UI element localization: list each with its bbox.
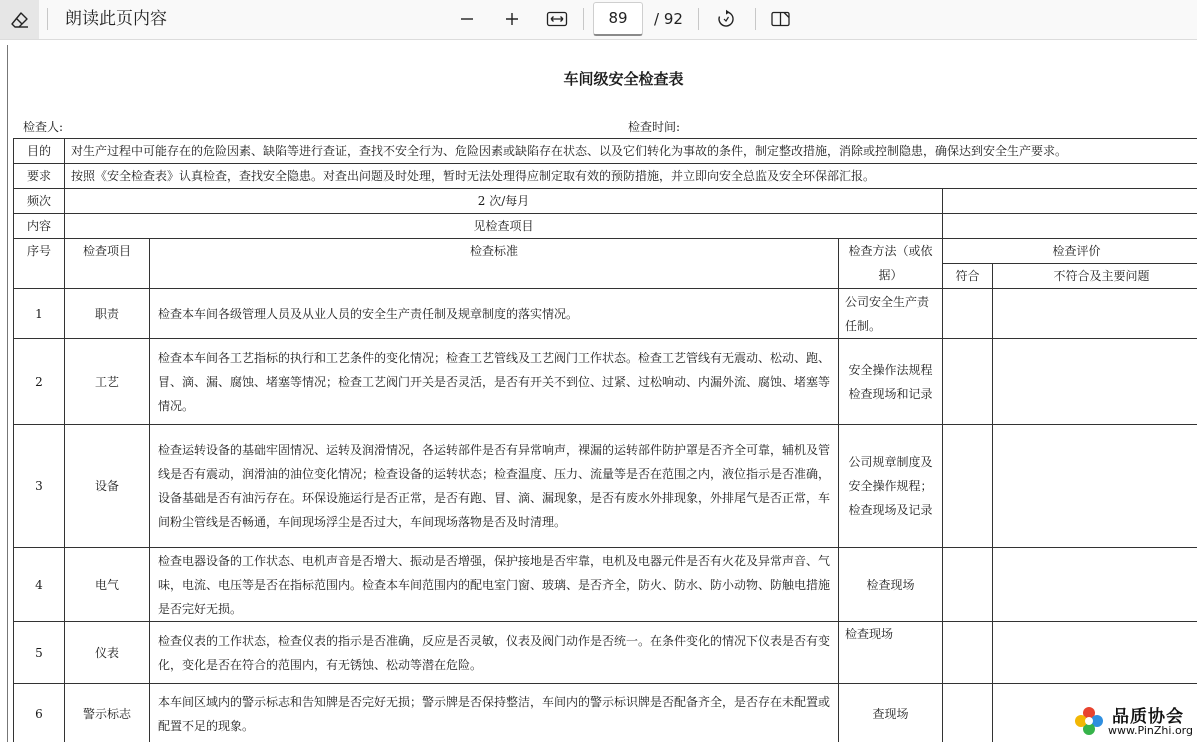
two-page-icon [770, 10, 792, 28]
row-conform-cell [943, 548, 993, 622]
header-conform: 符合 [943, 264, 993, 289]
page-total: / 92 [654, 10, 683, 28]
row-seq: 1 [14, 289, 65, 339]
row-seq: 5 [14, 622, 65, 684]
table-row [14, 622, 1197, 684]
fit-width-icon [546, 10, 568, 28]
row-standard: 本车间区域内的警示标志和告知牌是否完好无损；警示牌是否保持整洁，车间内的警示标识牌是否配备齐全，是否存在未配置或配置不足的现象。 [150, 684, 839, 742]
header-item: 检查项目 [65, 239, 150, 289]
row-method: 检查现场 [839, 548, 943, 622]
header-method-line2: 据） [878, 268, 903, 282]
purpose-label: 目的 [14, 139, 65, 164]
flower-logo-icon [1072, 704, 1106, 738]
document-title: 车间级安全检查表 [563, 70, 684, 88]
row-issue-cell [993, 548, 1197, 622]
row-item: 职责 [65, 289, 150, 339]
frequency-text: 2 次/每月 [65, 189, 943, 214]
frequency-label: 频次 [14, 189, 65, 214]
header-method [839, 239, 943, 289]
requirement-text: 按照《安全检查表》认真检查，查找安全隐患。对查出问题及时处理，暂时无法处理得应制定取有效的预防措施，并立即向安全总监及安全环保部汇报。 [65, 164, 1197, 189]
table-row [14, 339, 1197, 425]
toolbar-divider [698, 8, 699, 30]
zoom-in-button[interactable] [497, 5, 527, 33]
inspector-label: 检查人: [23, 120, 64, 134]
safety-checklist-table [13, 138, 1197, 742]
page-number-input[interactable]: 89 [593, 2, 643, 36]
row-seq: 6 [14, 684, 65, 742]
header-row [14, 239, 1197, 264]
row-item: 工艺 [65, 339, 150, 425]
fit-width-button[interactable] [542, 5, 572, 33]
header-method-line1: 检查方法（或依 [848, 244, 933, 258]
row-item: 设备 [65, 425, 150, 548]
eraser-icon [10, 10, 30, 30]
row-method: 公司安全生产责任制。 [839, 289, 943, 339]
row-method: 查现场 [839, 684, 943, 742]
row-conform-cell [943, 339, 993, 425]
row-standard: 检查电器设备的工作状态、电机声音是否增大、振动是否增强，保护接地是否牢靠，电机及电器元件是否有火花及异常声音、气味，电流、电压等是否在指标范围内。检查本车间范围内的配电室门窗、玻璃、是否齐全，防火、防水、防小动物、防触电措施是否完好无损。 [150, 548, 839, 622]
zoom-in-icon [504, 11, 520, 27]
requirement-row [14, 164, 1197, 189]
eraser-button[interactable] [0, 0, 39, 39]
toolbar-divider [755, 8, 756, 30]
row-item: 警示标志 [65, 684, 150, 742]
watermark-name: 品质协会 [1112, 707, 1184, 727]
read-aloud-button[interactable]: 朗读此页内容 [65, 9, 167, 29]
row-issue-cell [993, 339, 1197, 425]
header-evaluation: 检查评价 [943, 239, 1197, 264]
row-seq: 2 [14, 339, 65, 425]
two-page-view-button[interactable] [766, 5, 796, 33]
rotate-icon [716, 9, 736, 29]
row-issue-cell [993, 622, 1197, 684]
table-row [14, 548, 1197, 622]
content-row [14, 214, 1197, 239]
row-conform-cell [943, 289, 993, 339]
row-seq: 3 [14, 425, 65, 548]
content-label: 内容 [14, 214, 65, 239]
table-row [14, 684, 1197, 742]
row-conform-cell [943, 425, 993, 548]
watermark-url: www.PinZhi.org [1108, 724, 1193, 737]
purpose-text: 对生产过程中可能存在的危险因素、缺陷等进行查证，查找不安全行为、危险因素或缺陷存在状态、以及它们转化为事故的条件，制定整改措施，消除或控制隐患，确保达到安全生产要求。 [65, 139, 1197, 164]
requirement-label: 要求 [14, 164, 65, 189]
row-method: 检查现场 [839, 622, 943, 684]
table-row [14, 289, 1197, 339]
row-item: 仪表 [65, 622, 150, 684]
watermark-logo [1070, 700, 1197, 742]
row-issue-cell [993, 289, 1197, 339]
rotate-button[interactable] [711, 5, 741, 33]
toolbar-divider [47, 8, 48, 30]
row-standard: 检查本车间各级管理人员及从业人员的安全生产责任制及规章制度的落实情况。 [150, 289, 839, 339]
row-issue-cell [993, 425, 1197, 548]
purpose-row [14, 139, 1197, 164]
row-standard: 检查运转设备的基础牢固情况、运转及润滑情况，各运转部件是否有异常响声，裸漏的运转部件防护罩是否齐全可靠，辅机及管线是否有震动，润滑油的油位变化情况；检查设备的运转状态；检查温度、压力、流量等是否在范围之内，液位指示是否准确，设备基础是否有油污存在。环保设施运行是否正常，是否有跑、冒、滴、漏现象，是否有废水外排现象，外排尾气是否正常，车间粉尘管线是否畅通，车间现场浮尘是否过大，车间现场落物是否及时清理。 [150, 425, 839, 548]
row-seq: 4 [14, 548, 65, 622]
pdf-toolbar [0, 0, 1197, 40]
row-standard: 检查本车间各工艺指标的执行和工艺条件的变化情况；检查工艺管线及工艺阀门工作状态。检查工艺管线有无震动、松动、跑、冒、滴、漏、腐蚀、堵塞等情况；检查工艺阀门开关是否灵活，是否有开关不到位、过紧、过松响动、内漏外流、腐蚀、堵塞等情况。 [150, 339, 839, 425]
inspection-time-label: 检查时间: [628, 120, 681, 134]
page-left-edge [7, 45, 8, 742]
header-seq: 序号 [14, 239, 65, 289]
toolbar-divider [583, 8, 584, 30]
row-conform-cell [943, 622, 993, 684]
row-method: 公司规章制度及安全操作规程；检查现场及记录 [839, 425, 943, 548]
header-nonconform: 不符合及主要问题 [993, 264, 1197, 289]
zoom-out-icon [459, 11, 475, 27]
content-text: 见检查项目 [65, 214, 943, 239]
row-standard: 检查仪表的工作状态，检查仪表的指示是否准确，反应是否灵敏，仪表及阀门动作是否统一。在条件变化的情况下仪表是否有变化，变化是否在符合的范围内，有无锈蚀、松动等潜在危险。 [150, 622, 839, 684]
frequency-row [14, 189, 1197, 214]
row-conform-cell [943, 684, 993, 742]
row-item: 电气 [65, 548, 150, 622]
header-standard: 检查标准 [150, 239, 839, 289]
row-method: 安全操作法规程检查现场和记录 [839, 339, 943, 425]
zoom-out-button[interactable] [452, 5, 482, 33]
table-row [14, 425, 1197, 548]
